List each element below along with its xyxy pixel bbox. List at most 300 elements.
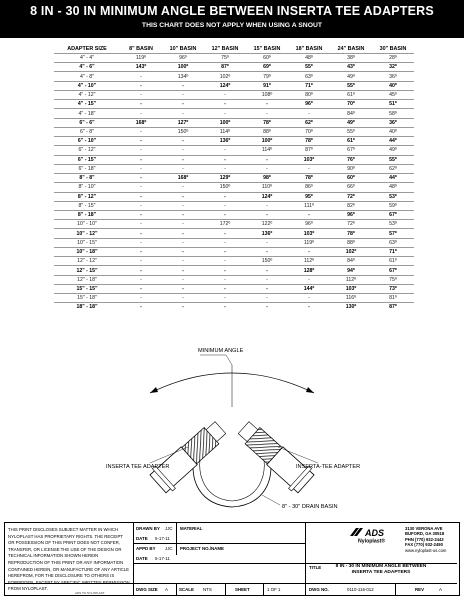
angle-cell: 44º (372, 137, 414, 146)
angle-cell: - (204, 164, 246, 173)
angle-cell: 75º (204, 54, 246, 63)
angle-cell: 51º (372, 100, 414, 109)
table-row (54, 266, 414, 275)
table-row (54, 247, 414, 256)
angle-cell: 55º (288, 63, 330, 72)
disclaimer-text: THIS PRINT DISCLOSES SUBJECT MATTER IN WHICH NYLOPLAST HAS PROPRIETARY RIGHTS. THE RECEIPT OR POSSESSION OF THIS PRINT DOES NOT CONFER, TRANSFER, OR LICENSE THE USE OF THE DESIGN OR TECHNICAL INFORMATION SHOWN HEREIN REPRODUCTION OF THIS PRINT OR ANY INFORMATION CONTAINED HEREIN, OR MANUFACTURE OF ANY ARTICLE HEREFROM, FOR THE DISCLOSURE TO OTHERS IS FORBIDDEN, EXCEPT BY SPECIFIC WRITTEN PERMISSION FROM NYLOPLAST. (8, 527, 130, 592)
table-row (54, 183, 414, 192)
date2-value: 5-17-11 (155, 556, 170, 561)
angle-cell: - (204, 275, 246, 284)
basin-label: 8" - 30" DRAIN BASIN (282, 504, 338, 510)
angle-cell: - (120, 174, 162, 183)
angle-cell: - (246, 109, 288, 118)
angle-cell: 122º (246, 220, 288, 229)
angle-cell: 49º (330, 118, 372, 127)
angle-cell: 57º (372, 229, 414, 238)
column-header-basin: 10" BASIN (169, 45, 197, 52)
column-header-adapter-size: ADAPTER SIZE (67, 45, 107, 52)
adapter-size-cell: 6" - 10" (54, 137, 120, 146)
angle-cell: - (204, 155, 246, 164)
table-row (54, 155, 414, 164)
angle-cell: 98º (246, 174, 288, 183)
angle-cell: - (246, 201, 288, 210)
angle-cell: - (288, 247, 330, 256)
angle-cell: 81º (372, 294, 414, 303)
angle-cell: 67º (372, 210, 414, 219)
angle-cell: 71º (372, 247, 414, 256)
angle-cell: - (204, 229, 246, 238)
adapter-size-cell: 10" - 10" (54, 220, 120, 229)
angle-cell: 102º (204, 72, 246, 81)
minimum-angle-indicator (150, 365, 314, 407)
adapter-size-cell: 4" - 10" (54, 81, 120, 90)
date-label: DATE (136, 536, 148, 541)
angle-cell: 119º (288, 238, 330, 247)
project-label: PROJECT NO./NAME (180, 546, 224, 551)
adapter-size-cell: 8" - 12" (54, 192, 120, 201)
angle-cell: - (204, 247, 246, 256)
angle-cell: 75º (372, 275, 414, 284)
angle-cell: - (120, 303, 162, 312)
angle-cell: 58º (372, 109, 414, 118)
page-title: 8 IN - 30 IN MINIMUM ANGLE BETWEEN INSERTA TEE ADAPTERS (30, 4, 434, 18)
angle-cell: 55º (330, 81, 372, 90)
angle-cell: 73º (372, 284, 414, 293)
angle-cell: - (162, 90, 204, 99)
dwg-no-value: 0110-116-012 (347, 587, 374, 592)
adapter-size-cell: 10" - 15" (54, 238, 120, 247)
angle-cell: - (246, 155, 288, 164)
minimum-angle-label: MINIMUM ANGLE (198, 348, 244, 354)
angle-cell: - (288, 210, 330, 219)
angle-cell: 79º (246, 72, 288, 81)
angle-cell: 103º (288, 229, 330, 238)
angle-cell: 112º (330, 275, 372, 284)
adapter-size-cell: 6" - 6" (54, 118, 120, 127)
angle-cell: 150º (204, 183, 246, 192)
angle-cell: - (162, 192, 204, 201)
angle-cell: - (246, 303, 288, 312)
angle-cell: - (162, 183, 204, 192)
angle-cell: 87º (288, 146, 330, 155)
adapter-size-cell: 12" - 12" (54, 257, 120, 266)
angle-cell: - (162, 164, 204, 173)
angle-cell: 90º (330, 164, 372, 173)
angle-cell: - (120, 90, 162, 99)
table-row (54, 100, 414, 109)
angle-cell: - (120, 201, 162, 210)
angle-cell: - (162, 137, 204, 146)
angle-cell: 87º (204, 63, 246, 72)
angle-cell: - (204, 146, 246, 155)
angle-cell: 40º (372, 81, 414, 90)
table-row (54, 137, 414, 146)
adapter-size-cell: 4" - 8" (54, 72, 120, 81)
angle-cell: 48º (372, 183, 414, 192)
angle-cell: - (120, 100, 162, 109)
angle-cell: 150º (246, 257, 288, 266)
angle-cell: 96º (330, 210, 372, 219)
adapter-size-cell: 12" - 15" (54, 266, 120, 275)
angle-cell: 136º (246, 229, 288, 238)
angle-cell: 70º (330, 100, 372, 109)
angle-cell: 49º (372, 146, 414, 155)
drawn-by-value: JJC (165, 526, 173, 531)
scale-label: SCALE (179, 587, 194, 592)
angle-cell: - (120, 294, 162, 303)
adapter-size-cell: 10" - 12" (54, 229, 120, 238)
angle-cell: 60º (246, 54, 288, 63)
angle-cell: - (204, 201, 246, 210)
angle-cell: - (120, 229, 162, 238)
angle-cell: 32º (372, 63, 414, 72)
angle-cell: - (120, 72, 162, 81)
angle-cell: 119º (120, 54, 162, 63)
angle-cell: 95º (288, 192, 330, 201)
angle-cell: - (162, 220, 204, 229)
table-row (54, 275, 414, 284)
angle-cell: - (120, 220, 162, 229)
angle-cell: - (204, 210, 246, 219)
angle-cell: 100º (246, 137, 288, 146)
adapter-size-cell: 6" - 8" (54, 127, 120, 136)
angle-cell: 70º (288, 127, 330, 136)
angle-cell: - (162, 210, 204, 219)
angle-cell: - (204, 238, 246, 247)
table-row (54, 257, 414, 266)
angle-cell: 88º (330, 238, 372, 247)
angle-cell: 63º (288, 72, 330, 81)
angle-cell: 36º (372, 118, 414, 127)
table-row (54, 63, 414, 72)
table-row (54, 220, 414, 229)
angle-cell: 110º (246, 183, 288, 192)
angle-cell: 44º (372, 174, 414, 183)
angle-cell: 59º (372, 201, 414, 210)
angle-cell: 168º (120, 118, 162, 127)
ads-nyloplast-logo (350, 526, 398, 544)
angle-cell: 124º (246, 192, 288, 201)
angle-cell: 78º (246, 118, 288, 127)
title-bar (0, 0, 464, 38)
angle-cell: - (246, 164, 288, 173)
document-title: 8 IN - 30 IN MINIMUM ANGLE BETWEEN INSERTA TEE ADAPTERS (335, 564, 427, 575)
table-row (54, 174, 414, 183)
angle-cell: 53º (372, 192, 414, 201)
angle-cell: - (204, 294, 246, 303)
angle-cell: 62º (372, 164, 414, 173)
angle-cell: - (120, 146, 162, 155)
angle-cell: - (162, 201, 204, 210)
svg-text:ADS: ADS (365, 528, 385, 538)
table-row (54, 118, 414, 127)
column-header-basin: 18" BASIN (295, 45, 323, 52)
adapter-size-cell: 4" - 15" (54, 100, 120, 109)
adapter-size-cell: 6" - 15" (54, 155, 120, 164)
angle-cell: - (204, 90, 246, 99)
angle-cell: 84º (330, 257, 372, 266)
angle-cell: - (288, 164, 330, 173)
angle-cell: 87º (372, 303, 414, 312)
angle-cell: - (120, 155, 162, 164)
angle-cell: - (246, 275, 288, 284)
angle-cell: - (162, 81, 204, 90)
angle-cell: 114º (204, 127, 246, 136)
angle-cell: 129º (204, 174, 246, 183)
angle-cell: - (120, 210, 162, 219)
angle-cell: - (120, 284, 162, 293)
appd-by-label: APPD BY (136, 546, 156, 551)
angle-cell: 84º (330, 109, 372, 118)
angle-cell: - (120, 238, 162, 247)
angle-cell: 72º (330, 192, 372, 201)
angle-cell: - (246, 294, 288, 303)
table-body (54, 54, 414, 312)
angle-cell: 40º (372, 127, 414, 136)
angle-cell: 78º (330, 229, 372, 238)
angle-cell: - (162, 266, 204, 275)
table-row (54, 192, 414, 201)
angle-cell: 60º (330, 174, 372, 183)
angle-cell: 96º (162, 54, 204, 63)
angle-cell: 100º (204, 118, 246, 127)
angle-cell: - (246, 247, 288, 256)
material-label: MATERIAL (180, 526, 203, 531)
angle-cell: - (120, 164, 162, 173)
column-header-basin: 30" BASIN (379, 45, 407, 52)
angle-cell: 172º (204, 220, 246, 229)
table-row (54, 238, 414, 247)
table-row (54, 164, 414, 173)
angle-cell: - (120, 109, 162, 118)
angle-cell: - (120, 266, 162, 275)
angle-cell: 69º (246, 63, 288, 72)
angle-cell: 71º (288, 81, 330, 90)
table-row (54, 127, 414, 136)
adapter-size-cell: 8" - 8" (54, 174, 120, 183)
sheet-label: SHEET (235, 587, 250, 592)
angle-cell: - (162, 109, 204, 118)
angle-cell: 124º (204, 81, 246, 90)
table-row (54, 72, 414, 81)
angle-cell: 45º (372, 90, 414, 99)
adapter-size-cell: 4" - 4" (54, 54, 120, 63)
angle-cell: 66º (330, 183, 372, 192)
scale-value: NTS (203, 587, 212, 592)
angle-cell: - (288, 294, 330, 303)
angle-cell: 134º (162, 72, 204, 81)
angle-cell: - (204, 284, 246, 293)
angle-cell: 103º (330, 284, 372, 293)
angle-cell: 62º (288, 118, 330, 127)
angle-cell: - (204, 266, 246, 275)
angle-cell: - (204, 303, 246, 312)
angle-cell: 49º (330, 72, 372, 81)
angle-cell: - (162, 275, 204, 284)
angle-cell: 82º (330, 201, 372, 210)
dwg-size-label: DWG SIZE (136, 587, 158, 592)
angle-cell: - (120, 275, 162, 284)
angle-cell: - (162, 294, 204, 303)
appd-by-value: JJC (165, 546, 173, 551)
date2-label: DATE (136, 556, 148, 561)
angle-cell: - (246, 238, 288, 247)
angle-cell: 63º (372, 238, 414, 247)
angle-cell: 61º (330, 90, 372, 99)
angle-cell: 100º (162, 63, 204, 72)
angle-cell: - (204, 192, 246, 201)
angle-cell: 38º (330, 54, 372, 63)
adapter-size-cell: 4" - 6" (54, 63, 120, 72)
adapter-size-cell: 6" - 12" (54, 146, 120, 155)
angle-cell: 61º (330, 137, 372, 146)
table-row (54, 210, 414, 219)
angle-cell: 114º (246, 146, 288, 155)
angle-cell: 80º (288, 90, 330, 99)
footnote: ADS TO NYLOPLAST (75, 591, 105, 595)
angle-cell: 72º (330, 220, 372, 229)
angle-cell: - (162, 229, 204, 238)
angle-cell: - (204, 257, 246, 266)
angle-cell: - (288, 275, 330, 284)
dwg-size-value: A (165, 587, 168, 592)
table-row (54, 146, 414, 155)
angle-cell: 127º (162, 118, 204, 127)
adapter-size-cell: 8" - 18" (54, 210, 120, 219)
adapter-size-cell: 8" - 10" (54, 183, 120, 192)
angle-table (54, 44, 414, 312)
angle-cell: 43º (330, 63, 372, 72)
table-row (54, 229, 414, 238)
adapter-size-cell: 15" - 18" (54, 294, 120, 303)
angle-cell: 36º (372, 72, 414, 81)
angle-cell: - (162, 247, 204, 256)
rev-label: REV (415, 587, 425, 592)
table-row (54, 54, 414, 63)
column-header-basin: 24" BASIN (337, 45, 365, 52)
angle-cell: 143º (120, 63, 162, 72)
sheet-value: 1 OF 1 (267, 587, 281, 592)
angle-cell: 53º (372, 220, 414, 229)
table-row (54, 81, 414, 90)
angle-cell: - (120, 247, 162, 256)
table-row (54, 109, 414, 118)
drawn-by-label: DRAWN BY (136, 526, 160, 531)
table-row (54, 303, 414, 312)
adapter-size-cell: 18" - 18" (54, 303, 120, 312)
angle-cell: 78º (288, 174, 330, 183)
angle-cell: 168º (162, 174, 204, 183)
title-block (4, 522, 460, 596)
angle-cell: - (204, 100, 246, 109)
dwg-no-label: DWG NO. (309, 587, 329, 592)
angle-cell: 55º (372, 155, 414, 164)
angle-cell: 48º (288, 54, 330, 63)
angle-cell: - (120, 192, 162, 201)
angle-cell: - (162, 257, 204, 266)
table-header-row (54, 44, 414, 54)
angle-cell: 116º (330, 294, 372, 303)
angle-cell: 28º (372, 54, 414, 63)
table-row (54, 201, 414, 210)
angle-cell: 112º (288, 257, 330, 266)
angle-cell: - (162, 284, 204, 293)
adapter-size-cell: 10" - 18" (54, 247, 120, 256)
angle-cell: - (246, 100, 288, 109)
angle-cell: - (288, 109, 330, 118)
angle-cell: 144º (288, 284, 330, 293)
angle-cell: 67º (372, 266, 414, 275)
angle-cell: 76º (330, 155, 372, 164)
angle-cell: - (162, 146, 204, 155)
basin-leader (262, 495, 280, 505)
table-row (54, 284, 414, 293)
left-adapter-label: INSERTA TEE ADAPTER (106, 464, 170, 470)
angle-cell: - (120, 127, 162, 136)
date-value: 5-17-11 (155, 536, 170, 541)
page-subtitle: THIS CHART DOES NOT APPLY WHEN USING A SNOUT (141, 22, 323, 29)
table-row (54, 90, 414, 99)
angle-cell: 67º (330, 146, 372, 155)
angle-cell: - (120, 81, 162, 90)
angle-cell: - (120, 137, 162, 146)
angle-cell: - (162, 155, 204, 164)
angle-cell: 111º (288, 201, 330, 210)
column-header-basin: 12" BASIN (211, 45, 239, 52)
angle-cell: - (246, 266, 288, 275)
angle-cell: 150º (162, 127, 204, 136)
adapter-size-cell: 4" - 18" (54, 109, 120, 118)
angle-cell: 78º (288, 137, 330, 146)
angle-cell: 96º (288, 100, 330, 109)
adapter-drawing (0, 345, 464, 520)
right-adapter-label: INSERTA-TEE ADAPTER (296, 464, 361, 470)
angle-cell: 130º (330, 303, 372, 312)
angle-cell: 108º (246, 90, 288, 99)
angle-cell: - (204, 109, 246, 118)
angle-cell: - (246, 284, 288, 293)
angle-cell: 128º (288, 266, 330, 275)
adapter-size-cell: 4" - 12" (54, 90, 120, 99)
angle-cell: 96º (288, 220, 330, 229)
angle-cell: 91º (246, 81, 288, 90)
angle-cell: - (162, 100, 204, 109)
angle-cell: 102º (330, 247, 372, 256)
angle-cell: - (288, 303, 330, 312)
drain-basin (193, 453, 271, 507)
rev-value: A (439, 587, 442, 592)
angle-cell: 55º (330, 127, 372, 136)
title-label: TITLE (309, 565, 322, 570)
adapter-size-cell: 8" - 15" (54, 201, 120, 210)
angle-cell: 86º (288, 183, 330, 192)
adapter-size-cell: 12" - 18" (54, 275, 120, 284)
angle-cell: 88º (246, 127, 288, 136)
angle-cell: - (162, 238, 204, 247)
column-header-basin: 8" BASIN (129, 45, 153, 52)
column-header-basin: 15" BASIN (253, 45, 281, 52)
angle-cell: 136º (204, 137, 246, 146)
adapter-size-cell: 15" - 15" (54, 284, 120, 293)
angle-cell: - (246, 210, 288, 219)
angle-cell: - (120, 183, 162, 192)
angle-cell: - (162, 303, 204, 312)
angle-cell: - (120, 257, 162, 266)
angle-cell: 103º (288, 155, 330, 164)
angle-cell: 61º (372, 257, 414, 266)
adapter-size-cell: 6" - 18" (54, 164, 120, 173)
company-address: 3130 VERONA AVE BUFORD, GA 30518 PHN (770) 932-2443 FAX (770) 932-2490 www.nyloplast-us.com (405, 526, 447, 553)
